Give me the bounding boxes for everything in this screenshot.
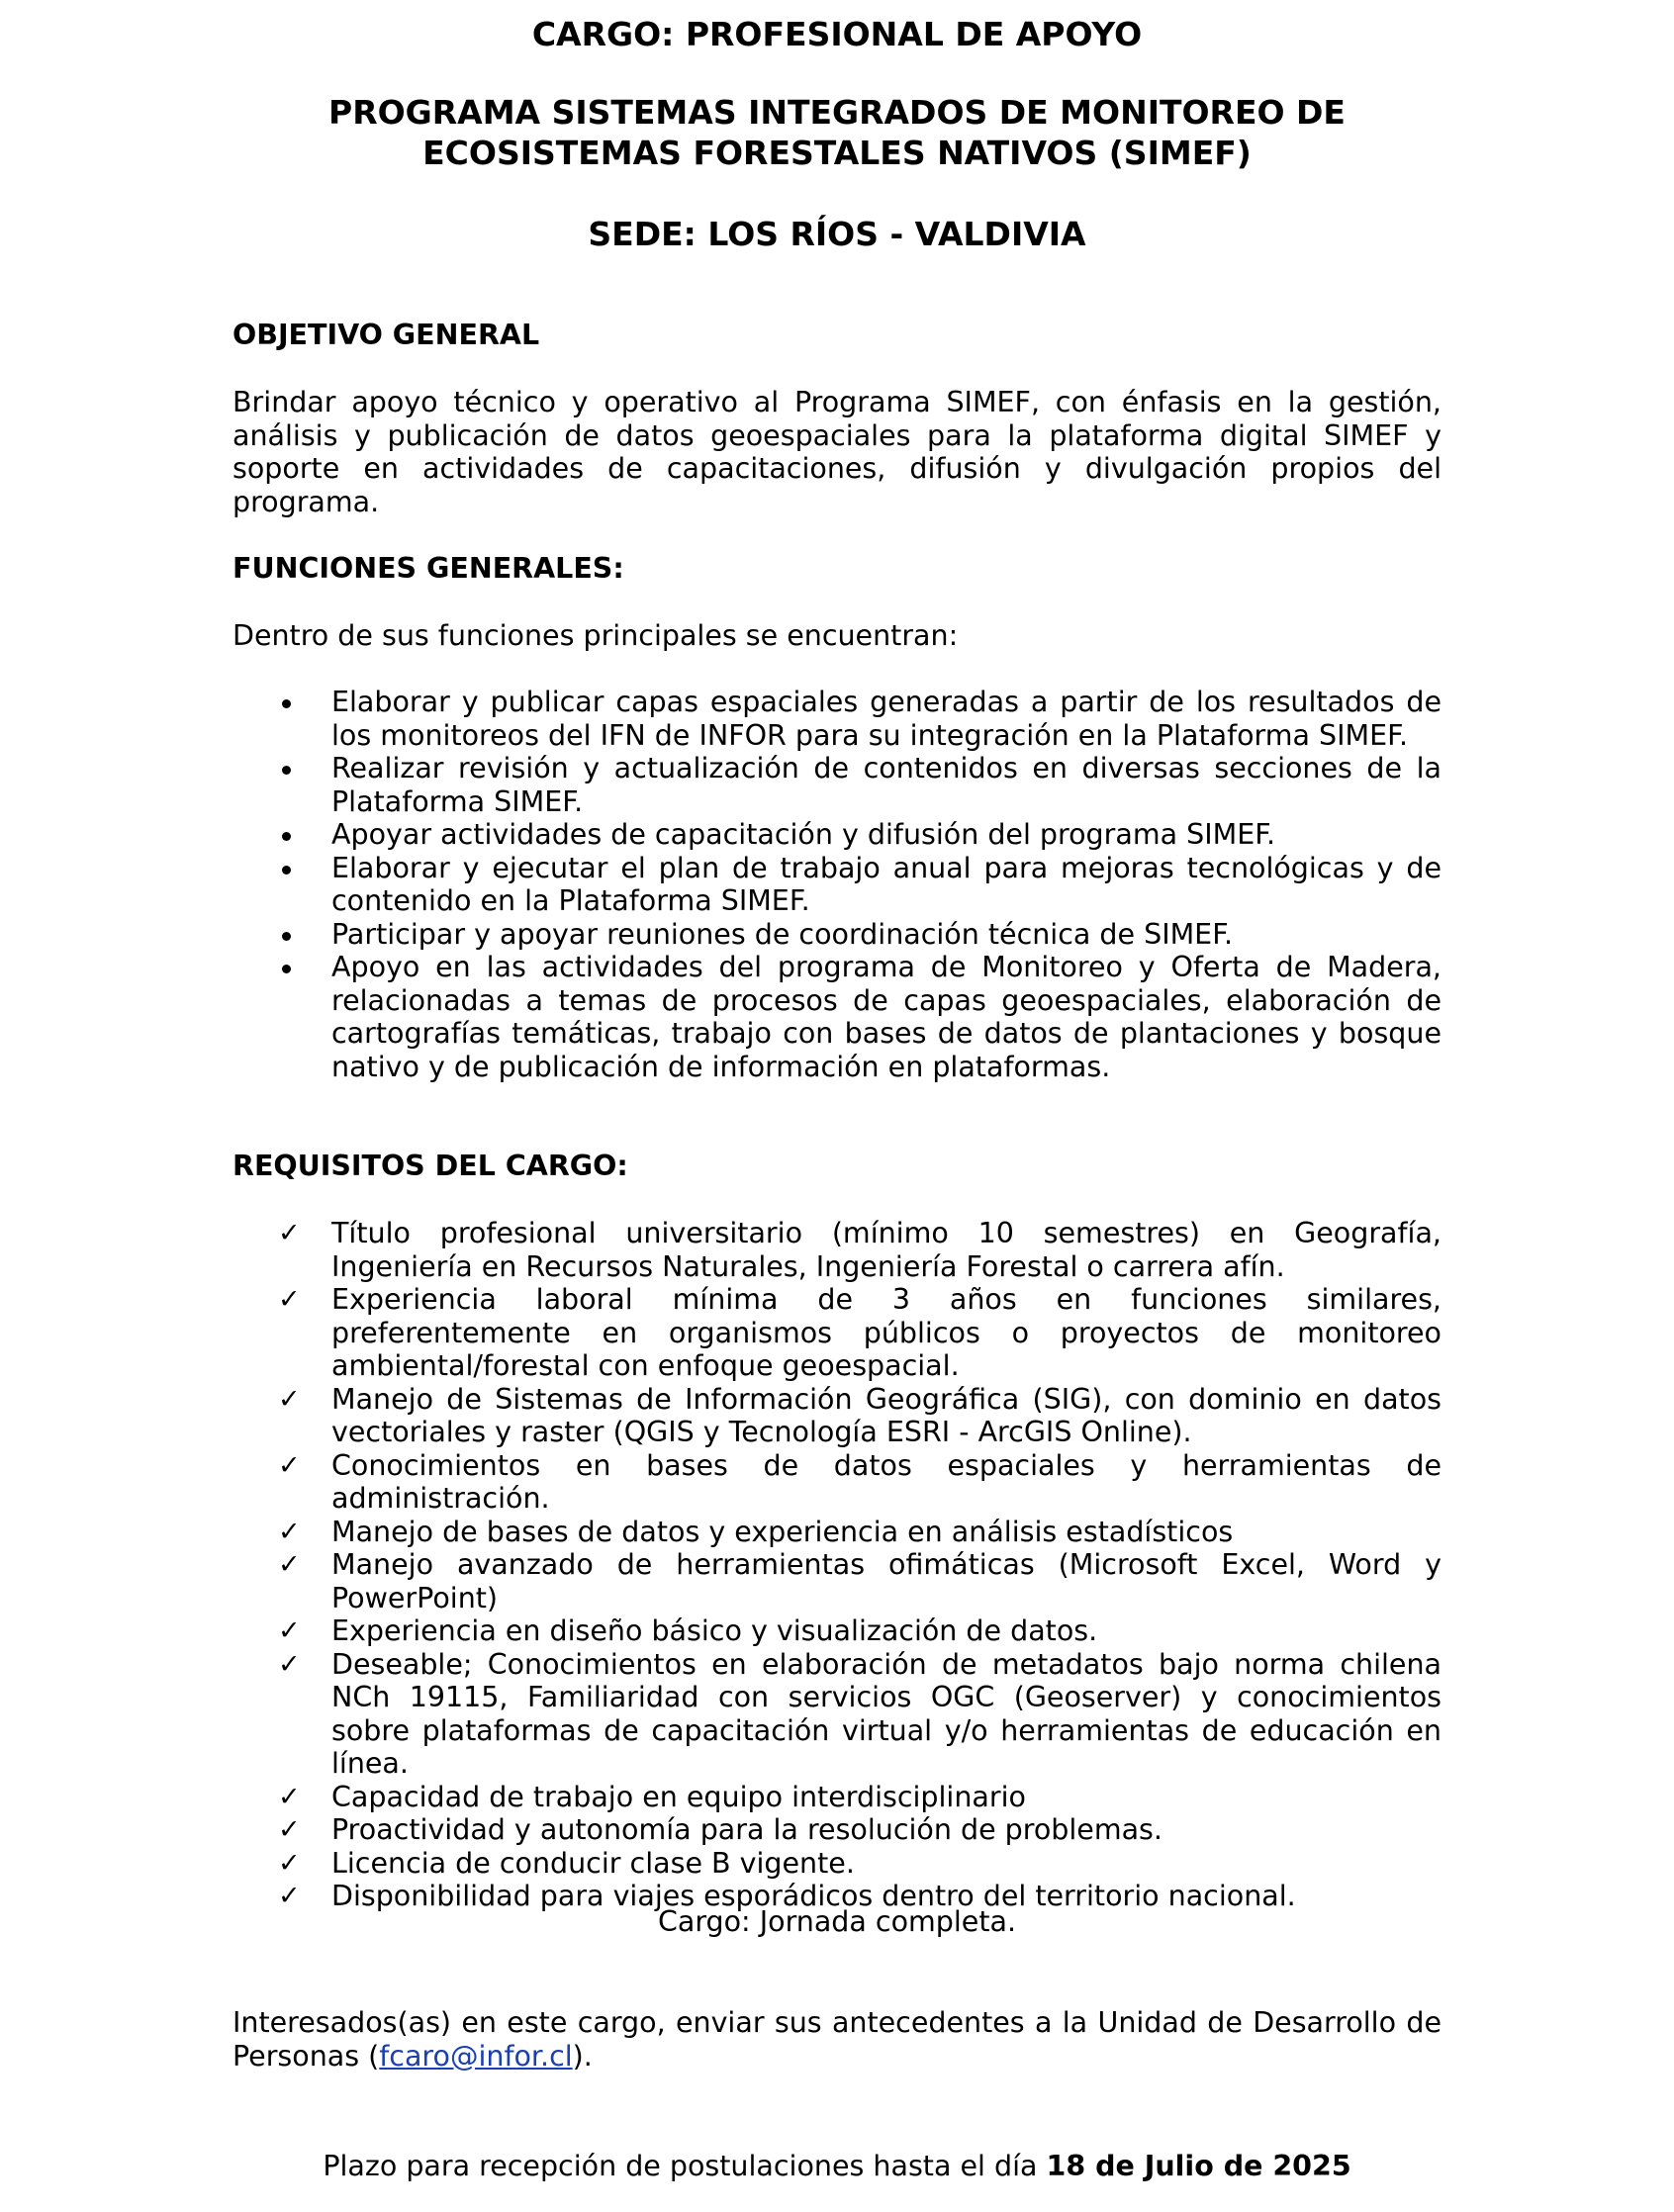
list-item: Elaborar y ejecutar el plan de trabajo anual para mejoras tecnológicas y de contenido en la Plataforma SIMEF. <box>232 852 1442 918</box>
bullet-icon <box>282 932 291 941</box>
list-item: ✓ Título profesional universitario (mínimo 10 semestres) en Geografía, Ingeniería en Recursos Naturales, Ingeniería Forestal o carrera afín. <box>278 1217 1442 1283</box>
plazo-line <box>0 2150 1674 2183</box>
funciones-section <box>232 552 1442 586</box>
list-item: ✓ Manejo de bases de datos y experiencia en análisis estadísticos <box>278 1515 1234 1548</box>
list-item: ✓ Deseable; Conocimientos en elaboración de metadatos bajo norma chilena NCh 19115, Familiaridad con servicios OGC (Geoserver) y conocimientos sobre plataformas de capacitación virtual y/o herramientas de educación en línea. <box>278 1647 1442 1780</box>
objetivo-text-block <box>232 386 1442 518</box>
plazo-text: Plazo para recepción de postulaciones hasta el día <box>323 2150 1047 2182</box>
funciones-list-block <box>232 686 1442 1083</box>
programa-title <box>0 92 1674 173</box>
list-item: Realizar revisión y actualización de contenidos en diversas secciones de la Plataforma SIMEF. <box>232 752 1442 818</box>
list-item: ✓ Licencia de conducir clase B vigente. <box>278 1846 855 1880</box>
list-item: ✓ Proactividad y autonomía para la resolución de problemas. <box>278 1813 1162 1846</box>
contacto-block <box>232 2006 1442 2073</box>
bullet-icon <box>282 965 291 973</box>
requisitos-list <box>232 1217 1442 1913</box>
checkmark-icon: ✓ <box>278 1881 301 1911</box>
funciones-heading: FUNCIONES GENERALES: <box>232 552 624 585</box>
funciones-intro-block <box>232 619 1442 653</box>
email-link[interactable]: fcaro@infor.cl <box>379 2039 573 2073</box>
list-item: Participar y apoyar reuniones de coordinación técnica de SIMEF. <box>232 918 1442 952</box>
checkmark-icon: ✓ <box>278 1284 301 1315</box>
checkmark-icon: ✓ <box>278 1383 301 1415</box>
objetivo-section <box>232 319 1442 352</box>
checkmark-icon: ✓ <box>278 1615 301 1646</box>
cargo-title: CARGO: PROFESIONAL DE APOYO <box>531 15 1143 53</box>
checkmark-icon: ✓ <box>278 1449 301 1481</box>
requisitos-list-block <box>232 1217 1442 1913</box>
checkmark-icon: ✓ <box>278 1516 301 1547</box>
bullet-icon <box>282 699 291 708</box>
list-item: ✓ Experiencia en diseño básico y visualización de datos. <box>278 1614 1098 1647</box>
list-item: ✓ Disponibilidad para viajes esporádicos dentro del territorio nacional. <box>278 1880 1296 1912</box>
jornada-line: Cargo: Jornada completa. <box>657 1905 1017 1938</box>
bullet-icon <box>282 766 291 775</box>
list-item: ✓ Manejo avanzado de herramientas ofimáticas (Microsoft Excel, Word y PowerPoint) <box>278 1548 1442 1614</box>
funciones-intro: Dentro de sus funciones principales se encuentran: <box>232 619 959 652</box>
checkmark-icon: ✓ <box>278 1814 301 1845</box>
checkmark-icon: ✓ <box>278 1218 301 1248</box>
list-item: Elaborar y publicar capas espaciales generadas a partir de los resultados de los monitoreos del IFN de INFOR para su integración en la Plataforma SIMEF. <box>232 686 1442 752</box>
sede-title: SEDE: LOS RÍOS - VALDIVIA <box>588 215 1086 253</box>
list-item: Apoyo en las actividades del programa de Monitoreo y Oferta de Madera, relacionadas a temas de procesos de capas geoespaciales, elaboración de cartografías temáticas, trabajo con bases de datos de plantaciones y bosque nativo y de publicación de información en plataformas. <box>232 951 1442 1083</box>
objetivo-heading: OBJETIVO GENERAL <box>232 319 540 351</box>
checkmark-icon: ✓ <box>278 1847 301 1879</box>
programa-title-line1: PROGRAMA SISTEMAS INTEGRADOS DE MONITOREO DE <box>328 93 1346 132</box>
funciones-list <box>232 686 1442 1083</box>
checkmark-icon: ✓ <box>278 1549 301 1580</box>
programa-title-line2: ECOSISTEMAS FORESTALES NATIVOS (SIMEF) <box>422 134 1252 172</box>
list-item: ✓ Manejo de Sistemas de Información Geográfica (SIG), con dominio en datos vectoriales y raster (QGIS y Tecnología ESRI - ArcGIS Online). <box>278 1382 1442 1448</box>
list-item: ✓ Capacidad de trabajo en equipo interdisciplinario <box>278 1780 1026 1813</box>
checkmark-icon: ✓ <box>278 1781 301 1812</box>
contacto-text: Interesados(as) en este cargo, enviar sus antecedentes a la Unidad de Desarrollo de Personas (fcaro@infor.cl). <box>232 2006 1442 2073</box>
list-item: ✓ Experiencia laboral mínima de 3 años en funciones similares, preferentemente en organismos públicos o proyectos de monitoreo ambiental/forestal con enfoque geoespacial. <box>278 1283 1442 1382</box>
checkmark-icon: ✓ <box>278 1648 301 1680</box>
plazo-date: 18 de Julio de 2025 <box>1046 2150 1351 2182</box>
requisitos-heading: REQUISITOS DEL CARGO: <box>232 1150 628 1182</box>
bullet-icon <box>282 866 291 875</box>
bullet-icon <box>282 832 291 841</box>
objetivo-text: Brindar apoyo técnico y operativo al Programa SIMEF, con énfasis en la gestión, análisis y publicación de datos geoespaciales para la plataforma digital SIMEF y soporte en actividades de capacitaciones, difusión y divulgación propios del programa. <box>232 386 1442 518</box>
requisitos-section <box>232 1150 1442 1183</box>
list-item: ✓ Conocimientos en bases de datos espaciales y herramientas de administración. <box>278 1448 1442 1515</box>
list-item: Apoyar actividades de capacitación y difusión del programa SIMEF. <box>232 818 1442 852</box>
